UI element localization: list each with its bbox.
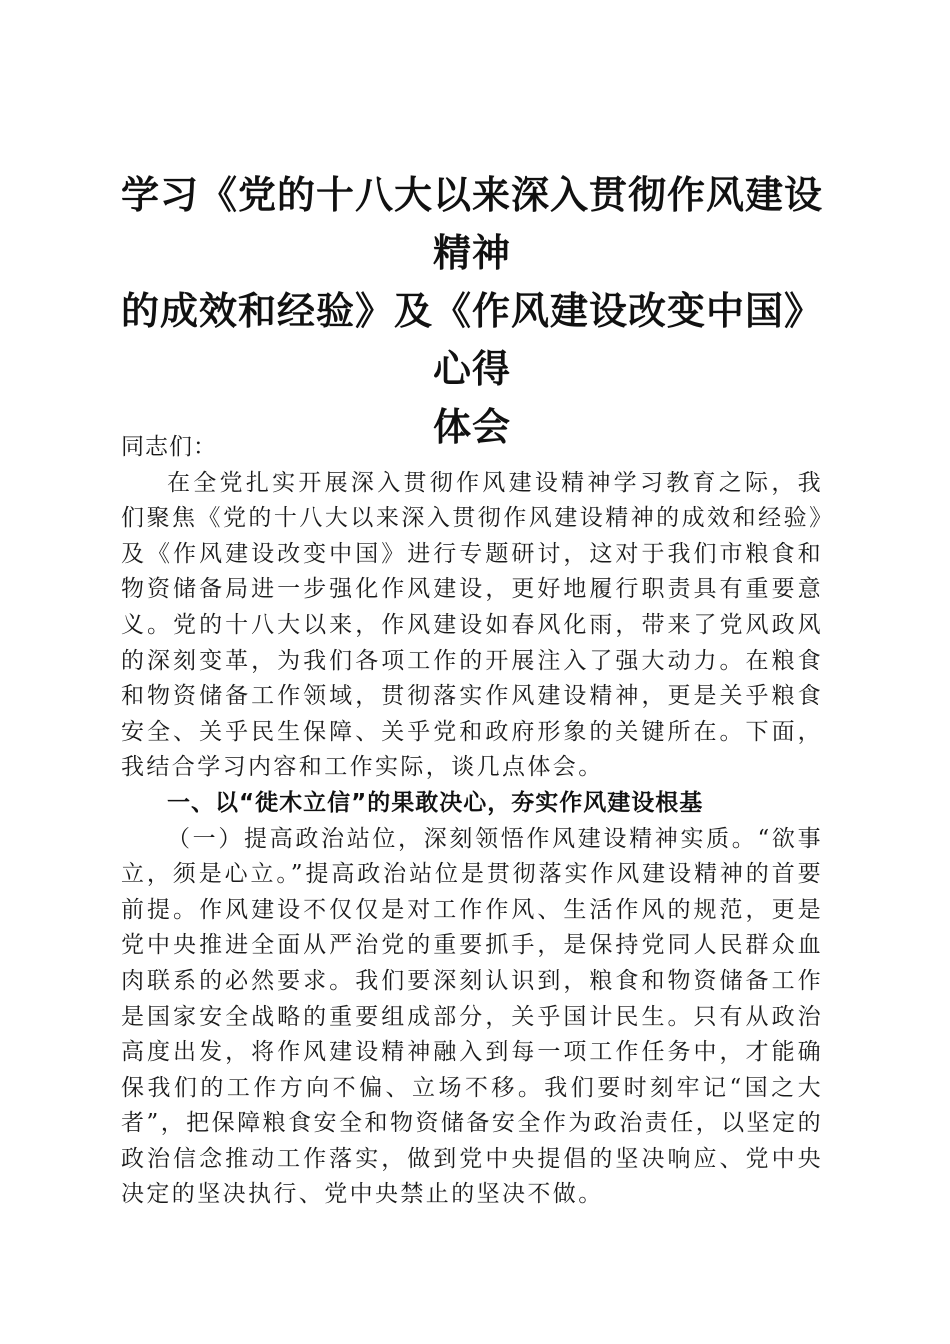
- title-line-1: 学习《党的十八大以来深入贯彻作风建设精神: [120, 172, 823, 275]
- title-line-2: 的成效和经验》及《作风建设改变中国》心得: [120, 288, 823, 391]
- section-heading-1: 一、以“徙木立信”的果敢决心，夯实作风建设根基: [167, 789, 704, 816]
- subsection-paragraph-1: （一）提高政治站位，深刻领悟作风建设精神实质。“欲事立，须是心立。”提高政治站位是贯彻落实作风建设精神的首要前提。作风建设不仅仅是对工作作风、生活作风的规范，更是党中央推进全面从严治党的重要抓手，是保持党同人民群众血肉联系的必然要求。我们要深刻认识到，粮食和物资储备工作是国家安全战略的重要组成部分，关乎国计民生。只有从政治高度出发，将作风建设精神融入到每一项工作任务中，才能确保我们的工作方向不偏、立场不移。我们要时刻牢记“国之大者”，把保障粮食安全和物资储备安全作为政治责任，以坚定的政治信念推动工作落实，做到党中央提倡的坚决响应、党中央决定的坚决执行、党中央禁止的坚决不做。: [121, 825, 823, 1208]
- document-title: [112, 166, 832, 456]
- title-line-3: 体会: [432, 404, 511, 449]
- salutation: 同志们：: [121, 434, 217, 460]
- intro-paragraph: 在全党扎实开展深入贯彻作风建设精神学习教育之际，我们聚焦《党的十八大以来深入贯彻作风建设精神的成效和经验》及《作风建设改变中国》进行专题研讨，这对于我们市粮食和物资储备局进一步强化作风建设，更好地履行职责具有重要意义。党的十八大以来，作风建设如春风化雨，带来了党风政风的深刻变革，为我们各项工作的开展注入了强大动力。在粮食和物资储备工作领域，贯彻落实作风建设精神，更是关乎粮食安全、关乎民生保障、关乎党和政府形象的关键所在。下面，我结合学习内容和工作实际，谈几点体会。: [121, 469, 823, 781]
- document-body: [121, 430, 823, 1213]
